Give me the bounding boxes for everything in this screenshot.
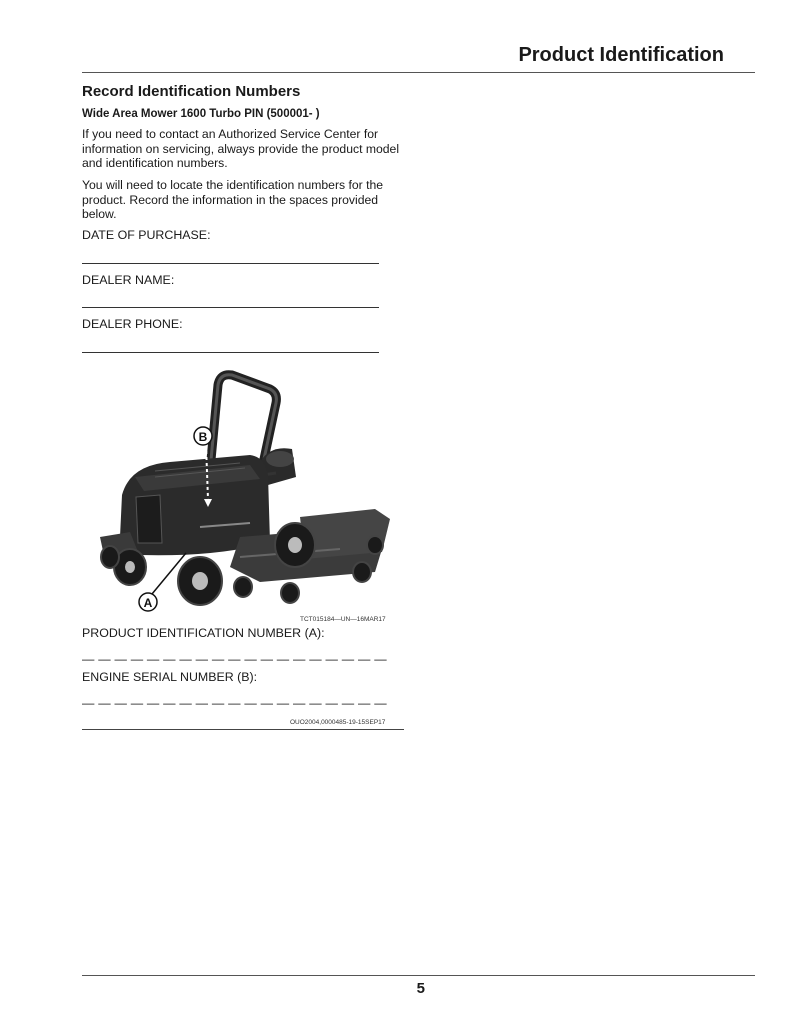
- dealer-name-label: DEALER NAME:: [82, 273, 175, 287]
- date-of-purchase-label: DATE OF PURCHASE:: [82, 228, 211, 242]
- callout-a-label: A: [143, 596, 153, 610]
- page-title: Product Identification: [518, 44, 724, 66]
- engine-serial-number-label: ENGINE SERIAL NUMBER (B):: [82, 670, 258, 684]
- document-reference: OUO2004,0000485-19-15SEP17: [290, 719, 386, 726]
- section-subheading: Wide Area Mower 1600 Turbo PIN (500001- ): [82, 108, 320, 120]
- figure-caption: TCT015184—UN—16MAR17: [300, 616, 386, 623]
- mower-illustration: [100, 367, 400, 612]
- dealer-name-line: [82, 307, 379, 308]
- intro-paragraph: If you need to contact an Authorized Service Center for information on servicing, always provide the product model and identification numbers.: [82, 127, 400, 171]
- date-of-purchase-line: [82, 263, 379, 264]
- product-identification-number-blank: — — — — — — — — — — — — — — — — — — —: [82, 652, 387, 666]
- callout-b-label: B: [198, 430, 208, 444]
- section-heading: Record Identification Numbers: [82, 83, 301, 100]
- dealer-phone-label: DEALER PHONE:: [82, 317, 183, 331]
- page-number: 5: [416, 980, 425, 997]
- engine-serial-number-blank: — — — — — — — — — — — — — — — — — — —: [82, 696, 387, 710]
- dealer-phone-line: [82, 352, 379, 353]
- header-rule: [82, 72, 755, 73]
- instruction-paragraph: You will need to locate the identification numbers for the product. Record the information in the spaces provided below.: [82, 178, 384, 222]
- footer-rule: [82, 975, 755, 976]
- product-identification-number-label: PRODUCT IDENTIFICATION NUMBER (A):: [82, 626, 325, 640]
- section-end-rule: [82, 729, 404, 730]
